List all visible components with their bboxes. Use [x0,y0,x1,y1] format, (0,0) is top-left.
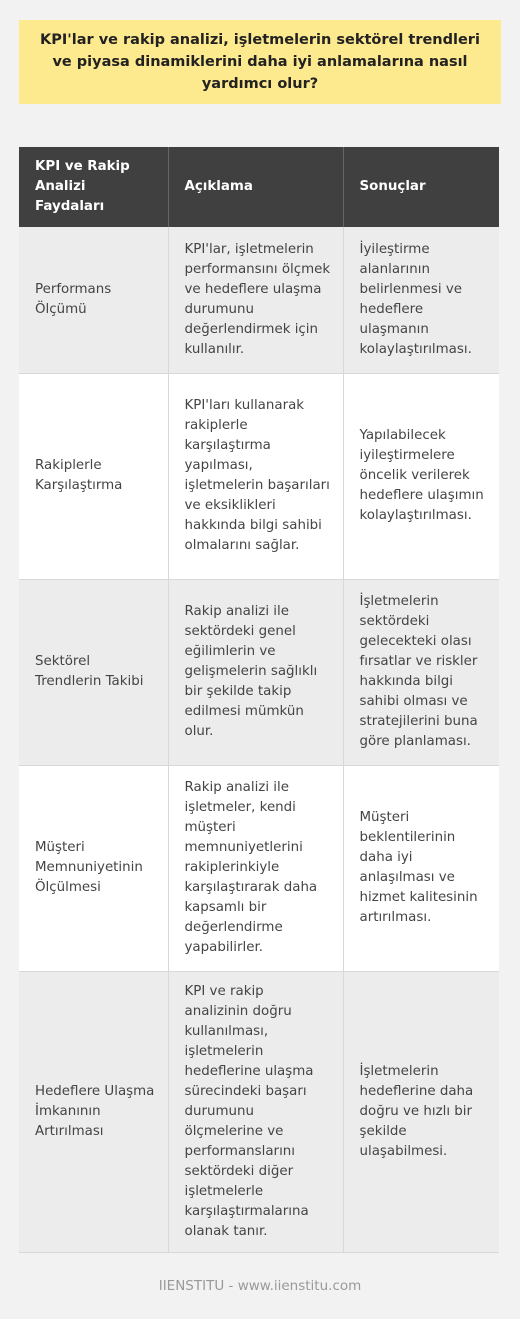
result-cell: İşletmelerin hedeflerine daha doğru ve hızlı bir şekilde ulaşabilmesi. [343,971,499,1252]
table-header-row [19,147,499,227]
benefit-cell: Rakiplerle Karşılaştırma [19,373,168,579]
table-row [19,765,499,971]
description-cell: KPI ve rakip analizinin doğru kullanılması, işletmelerin hedeflerine ulaşma sürecindeki başarı durumunu ölçmelerine ve performanslarını sektördeki diğer işletmelerle karşılaştırmalarına olanak tanır. [168,971,343,1252]
benefit-cell: Performans Ölçümü [19,227,168,373]
footer-credit: IIENSTITU - www.iienstitu.com [158,1278,362,1294]
benefit-cell: Müşteri Memnuniyetinin Ölçülmesi [19,765,168,971]
benefit-cell: Sektörel Trendlerin Takibi [19,579,168,765]
page-title: KPI'lar ve rakip analizi, işletmelerin sektörel trendleri ve piyasa dinamiklerini daha iyi anlamalarına nasıl yardımcı olur? [19,20,501,104]
table-row [19,227,499,373]
table-row [19,579,499,765]
description-cell: KPI'lar, işletmelerin performansını ölçmek ve hedeflere ulaşma durumunu değerlendirmek için kullanılır. [168,227,343,373]
benefit-cell: Hedeflere Ulaşma İmkanının Artırılması [19,971,168,1252]
table-row [19,373,499,579]
description-cell: KPI'ları kullanarak rakiplerle karşılaştırma yapılması, işletmelerin başarıları ve eksiklikleri hakkında bilgi sahibi olmalarını sağlar. [168,373,343,579]
header-benefits: KPI ve Rakip Analizi Faydaları [19,147,168,227]
kpi-table [19,147,499,1253]
result-cell: Müşteri beklentilerinin daha iyi anlaşılması ve hizmet kalitesinin artırılması. [343,765,499,971]
header-results: Sonuçlar [343,147,499,227]
header-description: Açıklama [168,147,343,227]
result-cell: İşletmelerin sektördeki gelecekteki olası fırsatlar ve riskler hakkında bilgi sahibi olması ve stratejilerini buna göre planlaması. [343,579,499,765]
description-cell: Rakip analizi ile sektördeki genel eğilimlerin ve gelişmelerin sağlıklı bir şekilde takip edilmesi mümkün olur. [168,579,343,765]
table-row [19,971,499,1252]
result-cell: Yapılabilecek iyileştirmelere öncelik verilerek hedeflere ulaşımın kolaylaştırılması. [343,373,499,579]
description-cell: Rakip analizi ile işletmeler, kendi müşteri memnuniyetlerini rakiplerinkiyle karşılaştırarak daha kapsamlı bir değerlendirme yapabilirler. [168,765,343,971]
result-cell: İyileştirme alanlarının belirlenmesi ve hedeflere ulaşmanın kolaylaştırılması. [343,227,499,373]
